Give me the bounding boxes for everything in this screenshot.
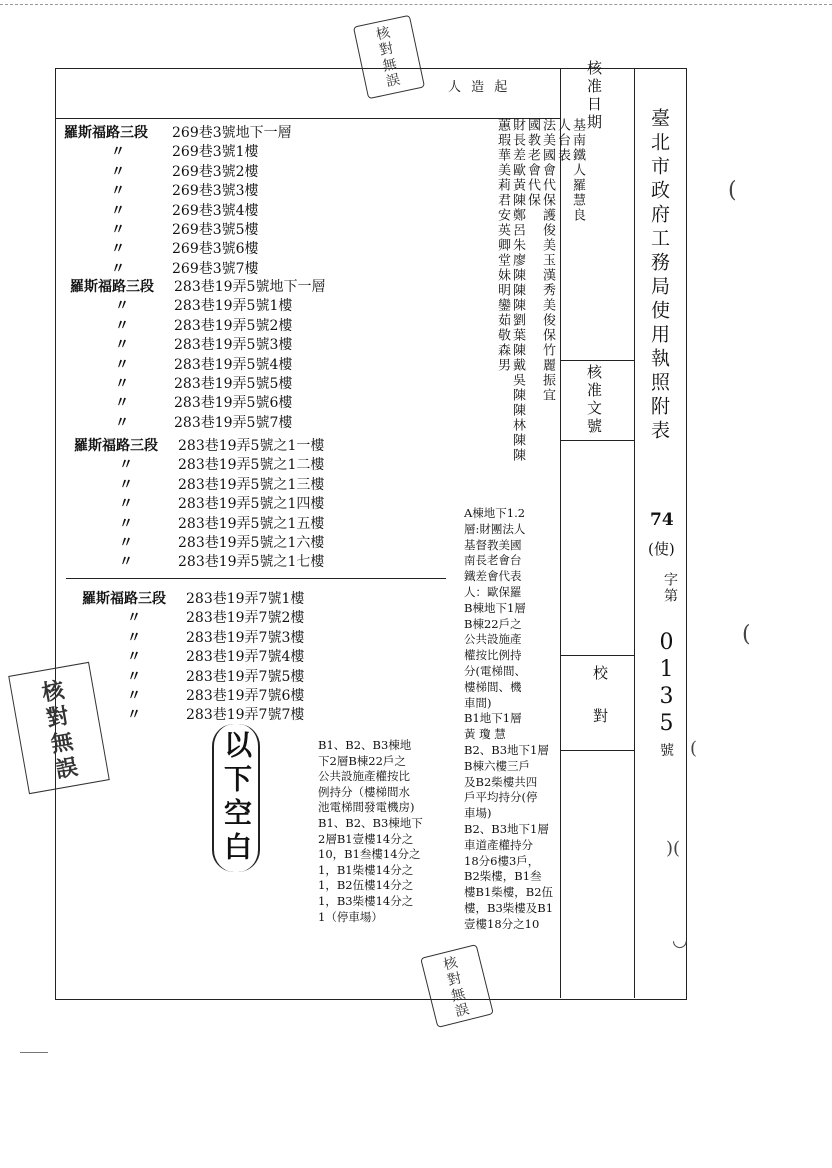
ditto-mark: 〃 [127, 629, 141, 646]
address-row: 269巷3號2樓 [172, 163, 259, 180]
ditto-mark: 〃 [115, 375, 129, 392]
address-row: 283巷19弄7號7樓 [186, 707, 305, 724]
ditto-mark: 〃 [115, 414, 129, 431]
address-row: 283巷19弄5號4樓 [174, 356, 293, 373]
ownership-notes-middle [318, 738, 423, 925]
ditto-mark: 〃 [127, 668, 141, 685]
note-line: 公共設施產 [464, 632, 522, 647]
ditto-mark: 〃 [119, 534, 133, 551]
note-line: 18分6樓3戶， [464, 853, 540, 868]
ditto-mark: 〃 [127, 687, 141, 704]
address-group [74, 437, 324, 573]
owner-column: 國教老會代保 [525, 118, 540, 208]
note-line: B1地下1層 [464, 711, 522, 726]
check-top-rule [560, 655, 634, 656]
address-row: 269巷3號地下一層 [172, 125, 292, 141]
license-year: 74 [650, 510, 674, 530]
note-line: 樓梯間、機 [464, 679, 522, 694]
address-row: 283巷19弄5號之1六樓 [178, 534, 325, 551]
note-line: 戶平均持分(停 [464, 790, 538, 805]
address-row: 283巷19弄5號之1三樓 [178, 476, 325, 493]
margin-mark: )( [666, 838, 681, 859]
address-group [64, 124, 292, 279]
check-label: 校對 [591, 665, 609, 751]
note-line: 下2層B棟22戶之 [318, 753, 406, 768]
address-row: 283巷19弄5號7樓 [174, 414, 293, 431]
note-line: 池電梯間發電機房) [318, 800, 415, 815]
approval-number-label: 核准文號 [585, 364, 603, 436]
creator-label: 人 造 起 [448, 80, 511, 95]
scan-edge-mark [20, 1052, 48, 1053]
address-row: 283巷19弄7號3樓 [186, 629, 305, 646]
note-line: 2層B1壹樓14分之 [318, 831, 414, 846]
note-line: 樓，B3柴樓及B1 [464, 900, 554, 915]
address-row: 283巷19弄5號5樓 [174, 375, 293, 392]
ditto-mark: 〃 [115, 317, 129, 334]
note-line: 人：歐保羅 [464, 584, 522, 599]
address-row: 283巷19弄5號3樓 [174, 337, 293, 354]
blank-below-mark: 以下空白 [212, 724, 260, 872]
note-line: B2、B3地下1層 [464, 742, 549, 757]
note-line: B棟22戶之 [464, 616, 522, 631]
note-line: B棟地下1層 [464, 600, 526, 615]
owner-column: 財長差歐黃陳鄭呂朱廖陳陳陳劉葉陳戴吳陳陳林陳陳 [510, 118, 525, 463]
verification-stamp-bottom: 核對無誤 [420, 944, 494, 1028]
address-row: 283巷19弄7號6樓 [186, 687, 305, 704]
address-row: 269巷3號7樓 [172, 260, 259, 277]
license-type: (使) [648, 540, 675, 558]
address-row: 283巷19弄5號2樓 [174, 317, 293, 334]
address-row: 283巷19弄5號之1七樓 [178, 554, 325, 571]
note-line: B棟六樓三戶 [464, 758, 530, 773]
address-row: 283巷19弄7號4樓 [186, 649, 305, 666]
note-line: 1，B1柴樓14分之 [318, 862, 414, 877]
address-row: 283巷19弄5號之1二樓 [178, 457, 325, 474]
ditto-mark: 〃 [119, 515, 133, 532]
note-line: A棟地下1.2 [464, 506, 526, 520]
ditto-mark: 〃 [127, 707, 141, 724]
address-row: 283巷19弄7號1樓 [186, 591, 305, 607]
approval-date-label: 核准日期 [585, 60, 603, 132]
note-line: 分(電梯間、 [464, 663, 526, 678]
address-row: 283巷19弄5號6樓 [174, 395, 293, 412]
note-line: 1，B3柴樓14分之 [318, 893, 414, 908]
ditto-mark: 〃 [111, 202, 125, 219]
ditto-mark: 〃 [119, 554, 133, 571]
ditto-mark: 〃 [115, 337, 129, 354]
address-row: 283巷19弄5號之1五樓 [178, 515, 325, 532]
group-divider [66, 578, 446, 579]
ditto-mark: 〃 [115, 298, 129, 315]
ditto-mark: 〃 [111, 144, 125, 161]
ditto-mark: 〃 [119, 457, 133, 474]
note-line: 壹樓18分之10 [464, 916, 540, 931]
note-line: 1，B2伍樓14分之 [318, 878, 414, 893]
owner-column: 基南鐵人羅慧良 [570, 118, 585, 223]
address-row: 269巷3號4樓 [172, 202, 259, 219]
address-row: 269巷3號3樓 [172, 183, 259, 200]
margin-mark: ◡ [672, 930, 688, 951]
note-line: 車場) [464, 806, 492, 821]
note-line: 鐵差會代表 [464, 569, 522, 584]
owner-column: 法美國會代保護俊美玉漢秀美俊保竹麗振宜 [540, 118, 555, 403]
note-line: 權按比例持 [464, 648, 522, 663]
note-line: B2、B3地下1層 [464, 821, 549, 836]
note-line: 黃 瓊 慧 [464, 727, 506, 742]
margin-mark: ( [690, 738, 698, 759]
street-name: 羅斯福路三段 [70, 279, 154, 295]
note-line: 公共設施產權按比 [318, 769, 410, 784]
ditto-mark: 〃 [111, 241, 125, 258]
note-line: B1、B2、B3棟地 [318, 738, 412, 752]
address-row: 283巷19弄5號1樓 [174, 298, 293, 315]
street-name: 羅斯福路三段 [74, 438, 158, 454]
ownership-notes-right [464, 506, 553, 933]
license-number: 0135 [654, 630, 679, 738]
note-line: 車間) [464, 695, 492, 710]
note-line: 層:財團法人 [464, 521, 526, 536]
address-row: 283巷19弄5號之1四樓 [178, 496, 325, 513]
note-line: 10，B1叁樓14分之 [318, 847, 421, 862]
note-line: B1、B2、B3棟地下 [318, 815, 423, 830]
verification-stamp-left: 核對無誤 [8, 662, 110, 794]
ditto-mark: 〃 [111, 183, 125, 200]
owner-names [450, 118, 585, 506]
ditto-mark: 〃 [115, 356, 129, 373]
license-label: 字第 [662, 572, 678, 604]
address-row: 283巷19弄5號之1一樓 [178, 438, 325, 454]
ditto-mark: 〃 [127, 649, 141, 666]
ditto-mark: 〃 [111, 163, 125, 180]
address-group [70, 278, 325, 433]
ditto-mark: 〃 [127, 610, 141, 627]
verification-stamp-top: 核對無誤 [353, 15, 425, 99]
ditto-mark: 〃 [119, 496, 133, 513]
note-line: 車道產權持分 [464, 837, 533, 852]
address-row: 269巷3號5樓 [172, 221, 259, 238]
ditto-mark: 〃 [111, 260, 125, 277]
ditto-mark: 〃 [119, 476, 133, 493]
note-line: 及B2柴樓共四 [464, 774, 538, 789]
note-line: 例持分（樓梯間水 [318, 784, 410, 799]
note-line: 1（停車場） [318, 909, 383, 924]
license-suffix: 號 [660, 743, 674, 759]
address-row: 283巷19弄7號2樓 [186, 610, 305, 627]
address-row: 269巷3號1樓 [172, 144, 259, 161]
note-line: B2柴樓，B1叁 [464, 869, 542, 884]
scan-edge-mark [0, 4, 832, 5]
margin-mark: ( [728, 178, 737, 203]
note-line: 南長老會台 [464, 553, 522, 568]
ditto-mark: 〃 [111, 221, 125, 238]
margin-mark: ( [742, 622, 751, 647]
note-line: 樓B1柴樓，B2伍 [464, 885, 554, 900]
column-rule-right [634, 68, 635, 998]
page-title: 臺北市政府工務局使用執照附表 [648, 108, 670, 444]
address-row: 283巷19弄7號5樓 [186, 668, 305, 685]
owner-column: 蕙瑕華美莉君安英卿堂妹明鑾茹敬森男 [495, 118, 510, 373]
address-row: 283巷19弄5號地下一層 [174, 279, 326, 295]
address-row: 269巷3號6樓 [172, 241, 259, 258]
address-group [82, 590, 304, 726]
street-name: 羅斯福路三段 [64, 125, 148, 141]
note-line: 基督教美國 [464, 537, 522, 552]
street-name: 羅斯福路三段 [82, 591, 166, 607]
owner-column: 人台表 [555, 118, 570, 163]
ditto-mark: 〃 [115, 395, 129, 412]
